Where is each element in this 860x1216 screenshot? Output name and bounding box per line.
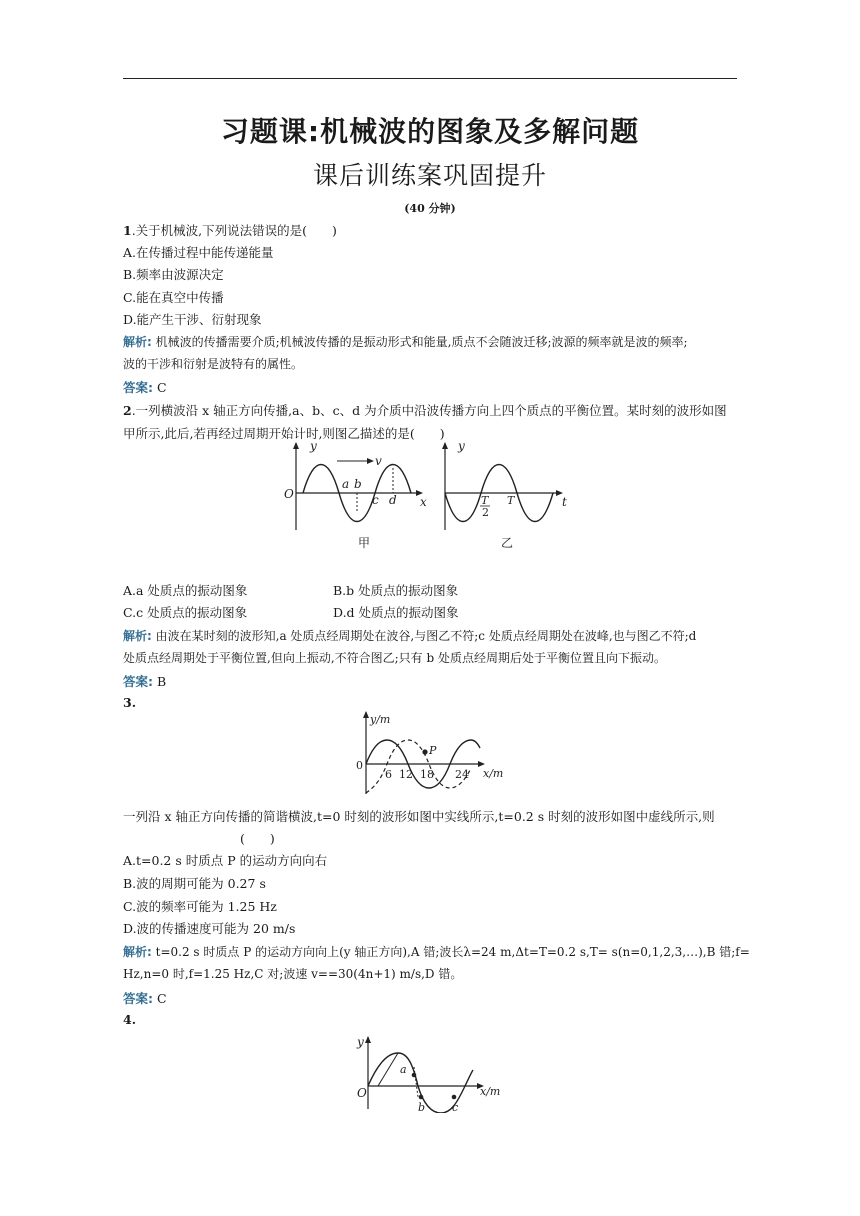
q2-half-period-denominator: 2 bbox=[482, 506, 489, 519]
q3-figure bbox=[354, 708, 509, 800]
q2-stem: 2.一列横波沿 x 轴正方向传播,a、b、c、d 为介质中沿波传播方向上四个质点的平衡位置。某时刻的波形如图 bbox=[123, 403, 727, 418]
q2-explanation: 解析: 由波在某时刻的波形知,a 处质点经周期处在波谷,与图乙不符;c 处质点经周期处在波峰,也与图乙不符;d bbox=[123, 629, 697, 643]
q3-explanation: 解析: t=0.2 s 时质点 P 的运动方向向上(y 轴正方向),A 错;波长λ=24 m,Δt=T=0.2 s,T= s(n=0,1,2,3,…),B 错;f= bbox=[123, 945, 750, 959]
q1-option-a: A.在传播过程中能传递能量 bbox=[123, 245, 274, 260]
q2-option-b: B.b 处质点的振动图象 bbox=[333, 583, 459, 598]
q2-figure bbox=[280, 440, 580, 555]
q1-explanation: 解析: 机械波的传播需要介质;机械波传播的是振动形式和能量,质点不会随波迁移;波源的频率就是波的频率; bbox=[123, 335, 688, 349]
q2-option-a: A.a 处质点的振动图象 bbox=[123, 583, 248, 598]
q3-y-arrow-icon bbox=[363, 711, 369, 718]
q4-point-b bbox=[419, 1095, 424, 1100]
duration-note: (40 分钟) bbox=[404, 202, 456, 215]
q3-number: 3. bbox=[123, 695, 137, 710]
q2-velocity-arrowhead-icon bbox=[367, 458, 374, 464]
q4-chord bbox=[378, 1053, 398, 1086]
q2-left-x-label: x bbox=[420, 495, 427, 509]
page-title: 习题课:机械波的图象及多解问题 bbox=[220, 115, 640, 148]
q3-tick-18: 18 bbox=[420, 768, 434, 781]
q4-figure bbox=[353, 1033, 513, 1113]
q3-p-label: P bbox=[429, 744, 437, 757]
q4-point-a bbox=[412, 1073, 417, 1078]
q1-answer: 答案: C bbox=[123, 380, 167, 395]
q3-stem: 一列沿 x 轴正方向传播的简谐横波,t=0 时刻的波形如图中实线所示,t=0.2 s 时刻的波形如图中虚线所示,则 bbox=[123, 809, 715, 824]
q3-option-c: C.波的频率可能为 1.25 Hz bbox=[123, 899, 277, 914]
q3-y-label: y/m bbox=[370, 713, 391, 726]
q2-left-y-label: y bbox=[310, 440, 317, 453]
q1-option-b: B.频率由波源决定 bbox=[123, 267, 224, 282]
q3-tick-12: 12 bbox=[399, 768, 413, 781]
q2-right-t-label: t bbox=[562, 495, 567, 509]
q1-explanation-cont: 波的干涉和衍射是波特有的属性。 bbox=[123, 357, 304, 371]
q4-y-arrow-icon bbox=[365, 1036, 371, 1043]
q3-tick-6: 6 bbox=[385, 768, 392, 781]
q2-d-label: d bbox=[389, 493, 397, 507]
q2-b-label: b bbox=[354, 477, 362, 491]
q2-explanation-cont: 处质点经周期处于平衡位置,但向上振动,不符合图乙;只有 b 处质点经周期后处于平衡位置且向下振动。 bbox=[123, 651, 666, 665]
q4-y-label: y bbox=[357, 1035, 364, 1049]
q2-caption-right: 乙 bbox=[501, 536, 514, 550]
q4-c-label: c bbox=[452, 1101, 459, 1113]
q4-b-label: b bbox=[418, 1101, 426, 1113]
q2-c-label: c bbox=[372, 493, 379, 507]
q2-right-y-arrow-icon bbox=[442, 442, 448, 449]
q3-point-p bbox=[422, 749, 427, 754]
q3-x-label: x/m bbox=[483, 767, 504, 780]
q4-a-label: a bbox=[400, 1063, 407, 1076]
q2-period-label: T bbox=[507, 494, 515, 507]
q1-stem: 1.关于机械波,下列说法错误的是( ) bbox=[123, 223, 337, 238]
q2-stem-cont: 甲所示,此后,若再经过周期开始计时,则图乙描述的是( ) bbox=[123, 426, 445, 441]
q2-answer: 答案: B bbox=[123, 674, 167, 689]
page-subtitle: 课后训练案巩固提升 bbox=[312, 161, 547, 190]
q4-origin-label: O bbox=[357, 1086, 367, 1100]
q2-half-period-numerator: T bbox=[481, 494, 489, 507]
q3-tick-24: 24 bbox=[455, 768, 469, 781]
q2-left-y-arrow-icon bbox=[293, 442, 299, 449]
q1-option-c: C.能在真空中传播 bbox=[123, 290, 224, 305]
q4-x-label: x/m bbox=[480, 1085, 501, 1098]
q2-a-label: a bbox=[342, 477, 350, 491]
q2-right-y-label: y bbox=[458, 440, 465, 453]
q2-v-label: v bbox=[375, 454, 382, 468]
q3-explanation-cont: Hz,n=0 时,f=1.25 Hz,C 对;波速 v==30(4n+1) m/s,D 错。 bbox=[123, 967, 463, 981]
q3-dashed-wave bbox=[366, 740, 470, 793]
q3-stem-cont: ( ) bbox=[240, 831, 275, 846]
q3-option-d: D.波的传播速度可能为 20 m/s bbox=[123, 921, 296, 936]
q4-number: 4. bbox=[123, 1012, 137, 1027]
q4-point-c bbox=[452, 1095, 457, 1100]
q2-option-d: D.d 处质点的振动图象 bbox=[333, 605, 459, 620]
q1-option-d: D.能产生干涉、衍射现象 bbox=[123, 312, 262, 327]
q2-option-c: C.c 处质点的振动图象 bbox=[123, 605, 248, 620]
q2-caption-left: 甲 bbox=[358, 536, 371, 550]
header-rule bbox=[123, 78, 737, 79]
q3-option-a: A.t=0.2 s 时质点 P 的运动方向向右 bbox=[123, 853, 328, 868]
q3-answer: 答案: C bbox=[123, 991, 167, 1006]
q3-origin-label: 0 bbox=[356, 759, 363, 772]
q3-option-b: B.波的周期可能为 0.27 s bbox=[123, 876, 266, 891]
q2-left-origin-label: O bbox=[284, 487, 294, 501]
